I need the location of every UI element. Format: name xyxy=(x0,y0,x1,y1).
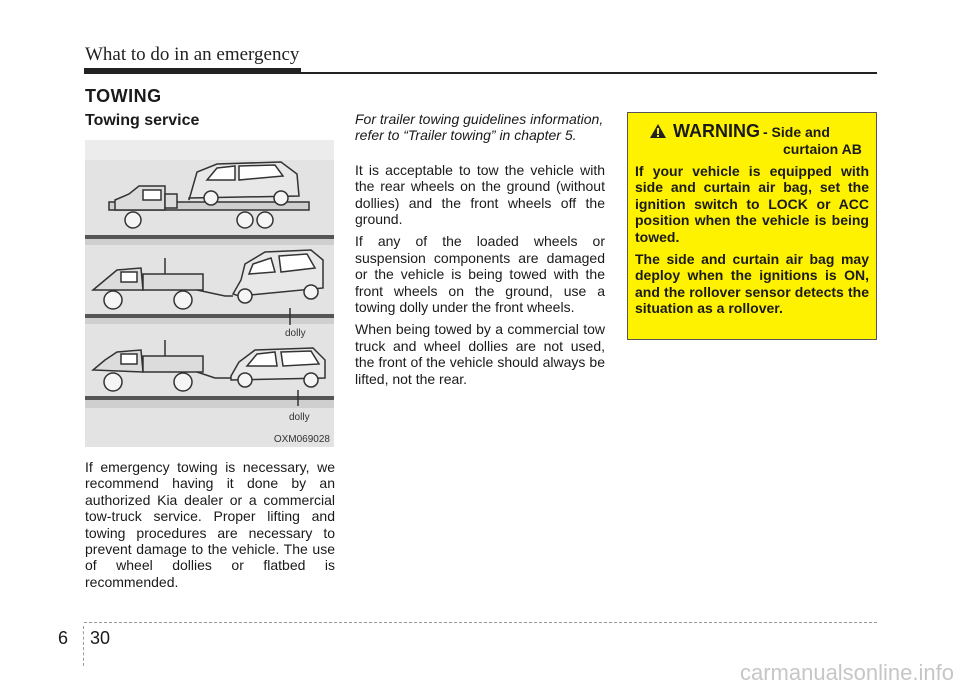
warning-label: WARNING xyxy=(673,121,760,141)
middle-column xyxy=(355,111,605,393)
warning-paragraph: If your vehicle is equipped with side and curtain air bag, set the ignition switch to LOCK or ACC position when the vehicle is being towed. xyxy=(635,163,869,245)
flatbed-truck-icon xyxy=(109,162,309,228)
subsection-title: Towing service xyxy=(85,112,200,129)
warning-paragraph: The side and curtain air bag may deploy when the ignitions is ON, and the rollover sensor detects the situation as a rollover. xyxy=(635,251,869,317)
warning-subtitle: - Side and xyxy=(763,124,830,140)
header-title: What to do in an emergency xyxy=(85,44,300,65)
warning-box xyxy=(627,112,877,340)
figure-code: OXM069028 xyxy=(273,434,330,445)
footer-rule xyxy=(84,622,877,623)
footer-divider xyxy=(83,626,84,666)
page-number: 30 xyxy=(90,628,111,648)
watermark: carmanualsonline.info xyxy=(739,660,954,685)
header-rule xyxy=(301,72,877,74)
header-bar xyxy=(84,68,301,74)
warning-header xyxy=(635,121,869,161)
warning-subtitle: curtaion AB xyxy=(783,141,862,157)
section-title: TOWING xyxy=(85,86,162,106)
dolly-label: dolly xyxy=(289,412,310,423)
chapter-number: 6 xyxy=(58,628,69,648)
dolly-label: dolly xyxy=(285,328,306,339)
warning-triangle-icon xyxy=(649,123,667,139)
paragraph: When being towed by a commercial tow truck and wheel dollies are not used, the front of the vehicle should always be lifted, not the rear. xyxy=(355,321,605,387)
trailer-note: For trailer towing guidelines information, refer to “Trailer towing” in chapter 5. xyxy=(355,111,604,144)
paragraph: If any of the loaded wheels or suspension components are damaged or the vehicle is being towed with the front wheels on the ground, use a towing dolly under the front wheels. xyxy=(355,233,605,316)
paragraph: It is acceptable to tow the vehicle with the rear wheels on the ground (without dollies) and the front wheels off the ground. xyxy=(355,161,605,228)
towing-service-paragraph: If emergency towing is necessary, we recommend having it done by an authorized Kia dealer or a commercial tow-truck service. Proper lifting and towing procedures are necessary to prevent damage to the vehicle. The use of wheel dollies or flatbed is recommended. xyxy=(85,459,335,590)
towing-illustration xyxy=(85,140,334,447)
wheel-lift-truck-icon xyxy=(93,250,323,325)
